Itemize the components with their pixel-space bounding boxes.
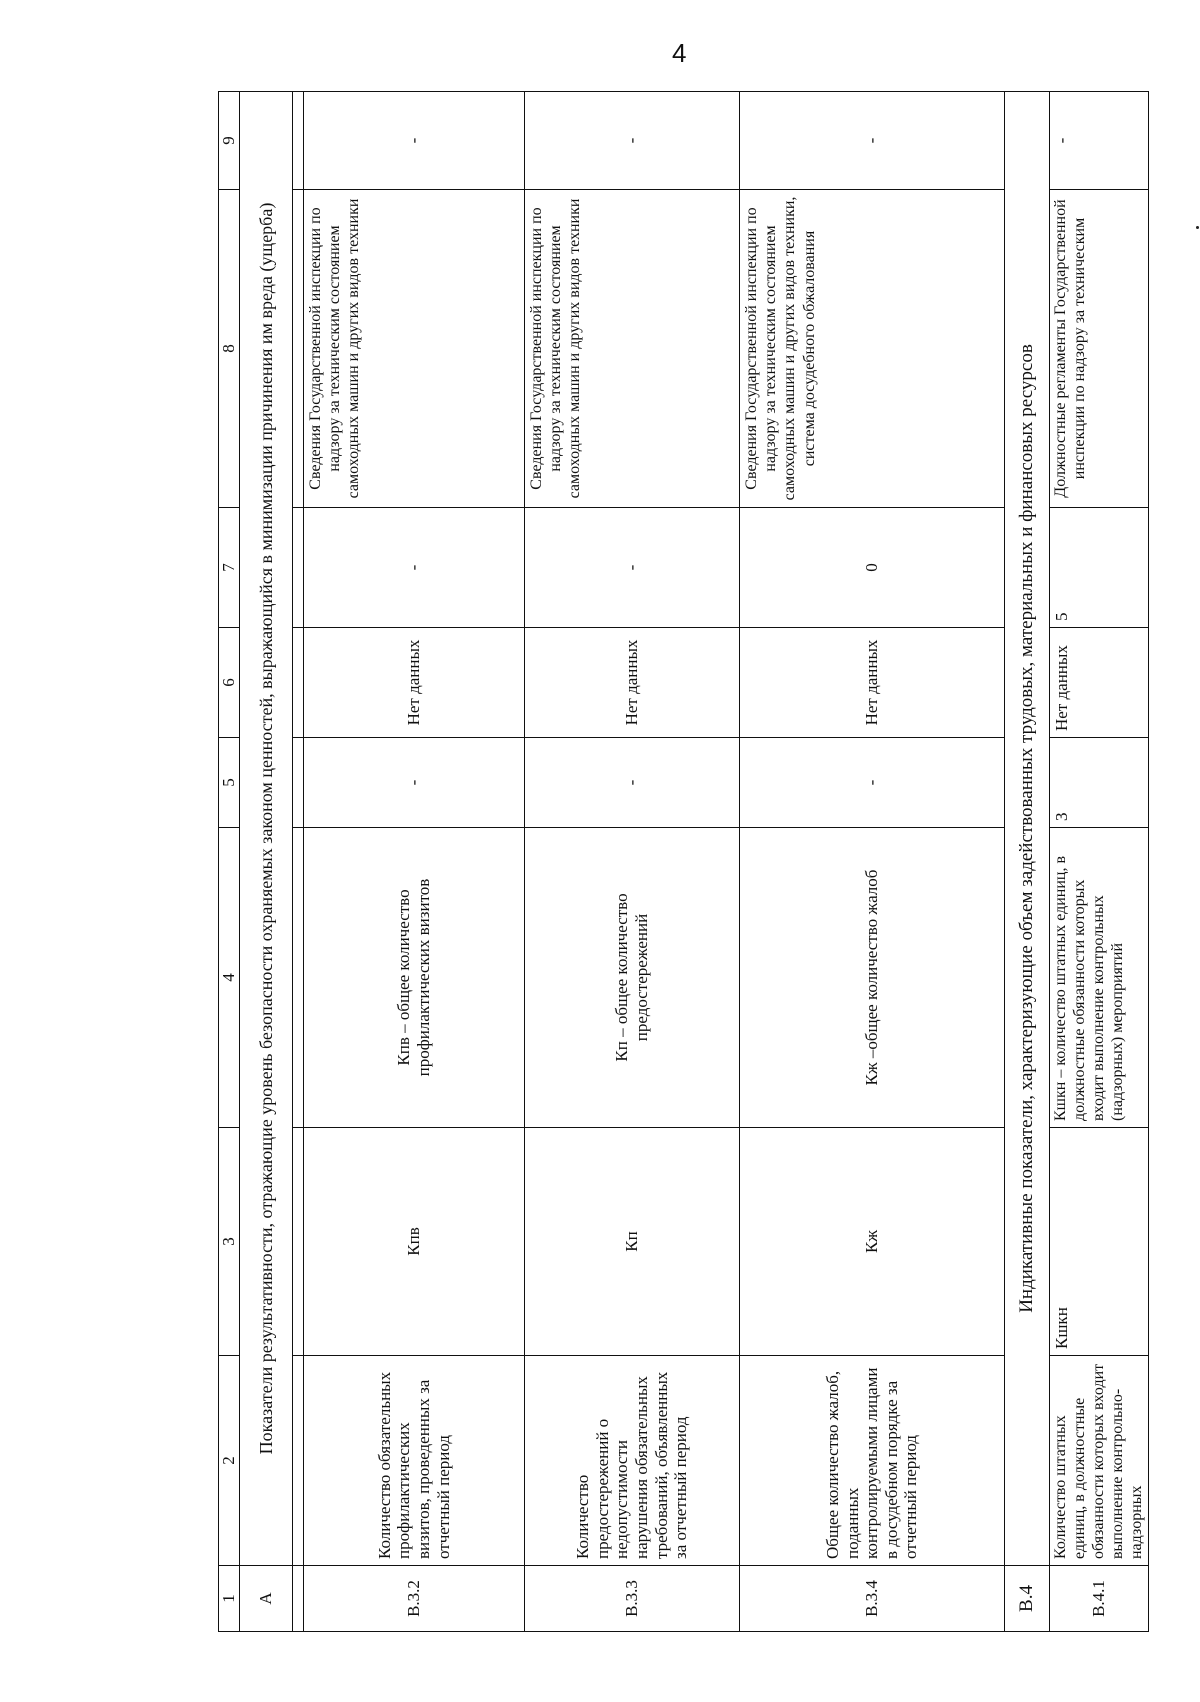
indicator-comment: Кпв – общее количество профилактических визитов [304,828,525,1128]
table-row [740,92,1005,1632]
spacer-cell [293,1566,304,1632]
row-code: В.4.1 [1050,1566,1149,1632]
section-a-row [240,92,293,1632]
spacer-cell [293,628,304,738]
column-numbers-row [219,92,240,1632]
column-number: 3 [219,1128,240,1356]
indicators-table [218,91,1149,1632]
col6-value: Нет данных [740,628,1005,738]
column-number: 7 [219,508,240,628]
scan-dot [1196,226,1199,229]
column-number: 6 [219,628,240,738]
spacer-cell [293,92,304,190]
data-source: Сведения Государственной инспекции по надзору за техническим состоянием самоходных машин и других видов техники [304,190,525,508]
data-source-text: Должностные регламенты Государственной инспекции по надзору за техническим [1052,199,1088,498]
row-code: В.3.3 [525,1566,740,1632]
rotated-table-container [218,92,1145,1632]
col6-value: Нет данных [304,628,525,738]
col7-value: - [525,508,740,628]
col6-value: Нет данных [525,628,740,738]
spacer-cell [293,508,304,628]
column-number: 8 [219,190,240,508]
col9-value: - [740,92,1005,190]
col7-value: 5 [1050,508,1149,628]
column-number: 1 [219,1566,240,1632]
indicator-formula: Кшкн [1050,1128,1149,1356]
section-a-code: А [240,1566,293,1632]
table-row [1050,92,1149,1632]
row-code: В.3.2 [304,1566,525,1632]
indicator-name: Общее количество жалоб, поданных контролируемыми лицами в досудебном порядке за отчетный период [740,1356,1005,1566]
spacer-cell [293,828,304,1128]
col7-value: 0 [740,508,1005,628]
row-code: В.3.4 [740,1566,1005,1632]
data-source [1050,190,1149,508]
data-source: Сведения Государственной инспекции по надзору за техническим состоянием самоходных машин и других видов техники, система досудебного обжалования [740,190,1005,508]
col6-value: Нет данных [1050,628,1149,738]
indicator-comment-text: Кшкн – количество штатных единиц, в должностные обязанности которых входит выполнение контрольных (надзорных) мероприятий [1052,855,1126,1121]
col7-value: - [304,508,525,628]
column-number: 5 [219,738,240,828]
section-b4-title: Индикативные показатели, характеризующие объем задействованных трудовых, материальных и финансовых ресурсов [1005,92,1050,1566]
indicator-name: Количество обязательных профилактических визитов, проведенных за отчетный период [304,1356,525,1566]
section-b4-row [1005,92,1050,1632]
data-source: Сведения Государственной инспекции по надзору за техническим состоянием самоходных машин и других видов техники [525,190,740,508]
indicator-name [1050,1356,1149,1566]
indicator-formula: Кп [525,1128,740,1356]
spacer-cell [293,1128,304,1356]
column-number: 2 [219,1356,240,1566]
spacer-cell [293,1356,304,1566]
table-row [525,92,740,1632]
col9-value: - [304,92,525,190]
indicator-name-text: Количество штатных единиц, в должностные обязанности которых входит выполнение контрольно-надзорных [1052,1363,1145,1559]
indicator-comment: Кж –общее количество жалоб [740,828,1005,1128]
indicator-name: Количество предостережений о недопустимости нарушения обязательных требований, объявленных за отчетный период [525,1356,740,1566]
section-a-title: Показатели результативности, отражающие уровень безопасности охраняемых законом ценностей, выражающийся в минимизации причинения им вреда (ущерба) [240,92,293,1566]
col5-value: - [740,738,1005,828]
col9-value: - [525,92,740,190]
column-number: 4 [219,828,240,1128]
col5-value: - [304,738,525,828]
spacer-cell [293,190,304,508]
indicator-formula: Кж [740,1128,1005,1356]
col5-value: - [525,738,740,828]
page-number: 4 [672,38,687,68]
spacer-row [293,92,304,1632]
col5-value: 3 [1050,738,1149,828]
indicator-comment: Кп – общее количество предостережений [525,828,740,1128]
col9-value: - [1050,92,1149,190]
indicator-formula: Кпв [304,1128,525,1356]
column-number: 9 [219,92,240,190]
indicator-comment [1050,828,1149,1128]
section-b4-code: В.4 [1005,1566,1050,1632]
table-row [304,92,525,1632]
spacer-cell [293,738,304,828]
